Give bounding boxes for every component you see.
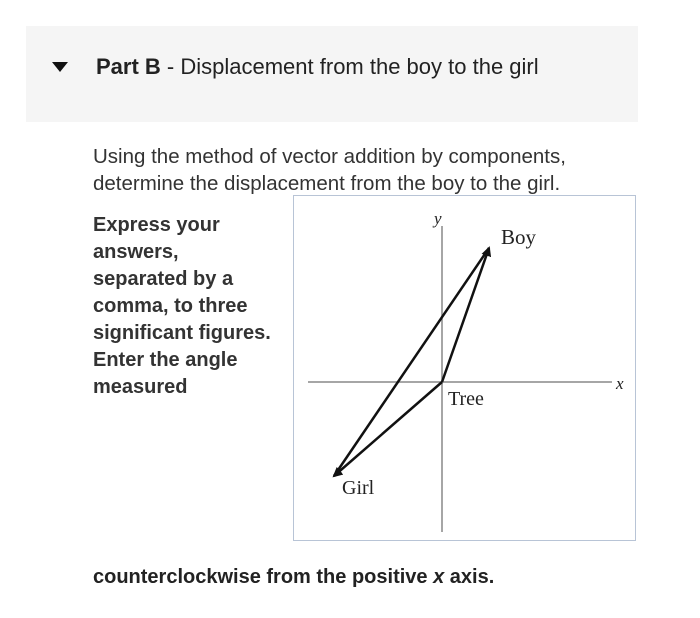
part-label: Part B bbox=[96, 54, 161, 79]
vector-tree-to-boy bbox=[442, 248, 489, 382]
part-title bbox=[96, 54, 539, 80]
vector-figure bbox=[293, 195, 636, 541]
closing-variable: x bbox=[433, 566, 445, 588]
girl-label: Girl bbox=[342, 477, 375, 499]
part-b-header[interactable] bbox=[26, 26, 638, 122]
x-axis-label: x bbox=[616, 374, 624, 393]
boy-label: Boy bbox=[501, 225, 537, 249]
closing-instruction bbox=[93, 566, 494, 589]
closing-prefix: counterclockwise from the positive bbox=[93, 566, 434, 588]
part-title-text: Displacement from the boy to the girl bbox=[180, 54, 539, 79]
vector-diagram bbox=[294, 196, 637, 542]
tree-label: Tree bbox=[448, 388, 484, 410]
part-separator: - bbox=[160, 54, 181, 79]
answer-instructions: Express your answers, separated by a comma, to three significant figures. Enter the angle measured bbox=[93, 214, 271, 398]
collapse-caret-icon[interactable] bbox=[52, 62, 68, 72]
vector-boy-to-girl bbox=[334, 248, 489, 476]
question-intro: Using the method of vector addition by components, determine the displacement from the boy to the girl. bbox=[93, 145, 566, 195]
closing-suffix: axis. bbox=[444, 566, 495, 588]
y-axis-label: y bbox=[434, 209, 442, 228]
